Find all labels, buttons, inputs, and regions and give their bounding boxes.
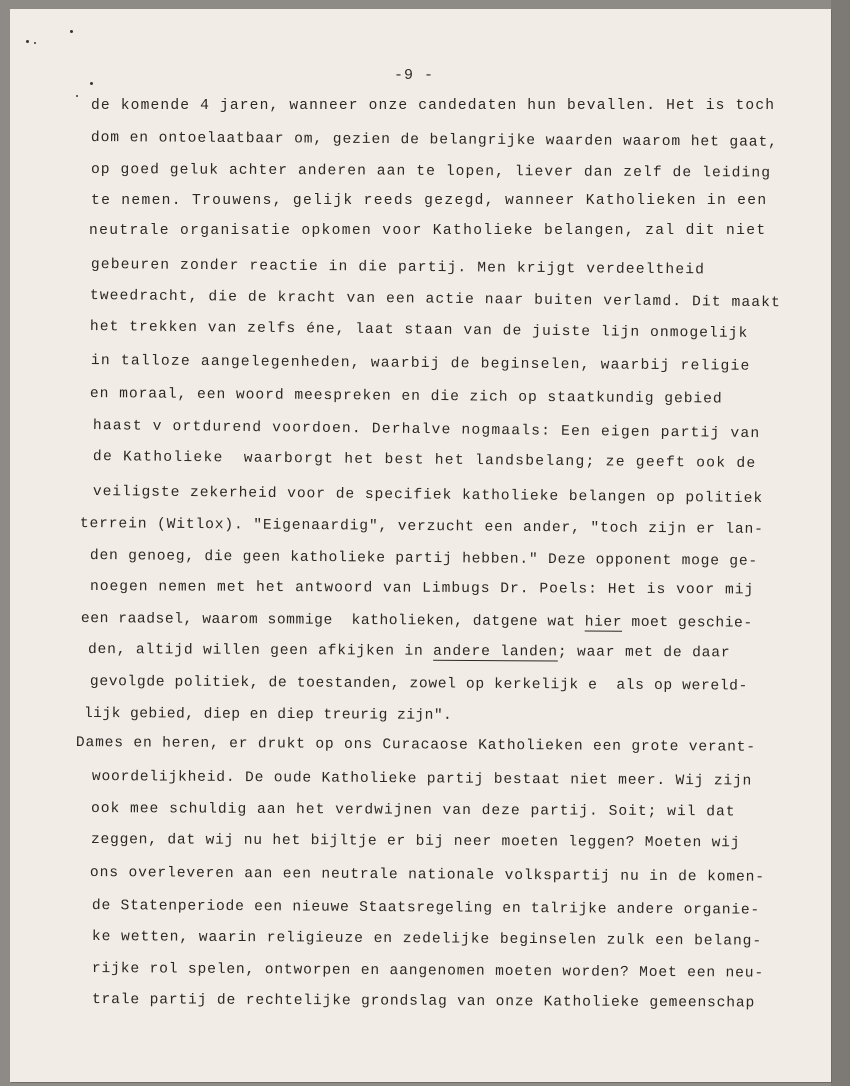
text-line — [89, 223, 766, 239]
ink-speck — [90, 82, 93, 85]
text-line — [76, 735, 756, 756]
text-line — [92, 929, 762, 950]
underlined-text: hier — [584, 614, 623, 631]
text-line — [90, 674, 748, 695]
text-line — [90, 548, 758, 570]
line-text: gevolgde politiek, de toestanden, zowel op kerkelijk e als op wereld- — [89, 674, 749, 695]
text-line — [92, 992, 755, 1011]
line-text: de Statenperiode een nieuwe Staatsregeling en talrijke andere organie- — [91, 898, 761, 919]
text-line — [92, 961, 764, 982]
line-text: trale partij de rechtelijke grondslag van onze Katholieke gemeenschap — [91, 992, 756, 1012]
line-text: haast v ortdurend voordoen. Derhalve nogmaals: Een eigen partij van — [92, 418, 761, 443]
text-line — [93, 484, 763, 507]
line-text: veiligste zekerheid voor de specifiek katholieke belangen op politiek — [92, 484, 764, 508]
line-text: op goed geluk achter anderen aan te lopen, liever dan zelf de leiding — [90, 162, 772, 182]
text-line — [90, 386, 723, 408]
text-line — [91, 257, 705, 278]
text-line — [81, 611, 753, 632]
line-text: gebeuren zonder reactie in die partij. Men krijgt verdeeltheid — [90, 257, 706, 279]
underlined-text: andere landen — [433, 643, 558, 661]
line-text: Dames en heren, er drukt op ons Curacaose Katholieken een grote verant- — [75, 735, 756, 756]
line-text: ook mee schuldig aan het verdwijnen van deze partij. Soit; wil dat — [90, 801, 736, 821]
text-line — [93, 449, 757, 472]
line-text: tweedracht, die de kracht van een actie naar buiten verlamd. Dit maakt — [89, 288, 782, 312]
line-text: lijk gebied, diep en diep treurig zijn". — [83, 706, 453, 724]
text-line — [90, 865, 765, 886]
text-line — [91, 130, 778, 151]
line-text: ons overleveren aan een neutrale nationale volkspartij nu in de komen- — [89, 865, 766, 886]
line-text: terrein (Witlox). "Eigenaardig", verzucht een ander, "toch zijn er lan- — [79, 516, 764, 538]
background-edge — [831, 0, 850, 1086]
line-text: het trekken van zelfs éne, laat staan van de juiste lijn onmogelijk — [89, 319, 749, 342]
text-line — [88, 642, 731, 661]
line-text: den genoeg, die geen katholieke partij hebben." Deze opponent moge ge- — [89, 548, 759, 570]
ink-speck — [70, 30, 73, 33]
text-line — [91, 801, 736, 820]
text-line — [93, 418, 761, 442]
line-text: ; waar met de daar — [557, 644, 731, 662]
line-text: moet geschie- — [622, 614, 753, 632]
text-line — [84, 706, 452, 724]
line-text: woordelijkheid. De oude Katholieke partij bestaat niet meer. Wij zijn — [91, 769, 753, 790]
line-text: dom en ontoelaatbaar om, gezien de belangrijke waarden waarom het gaat, — [90, 130, 778, 151]
line-text: en moraal, een woord meespreken en die zich op staatkundig gebied — [89, 386, 723, 408]
line-text: een raadsel, waarom sommige katholieken, datgene wat — [80, 611, 585, 631]
text-line — [91, 98, 775, 114]
ink-speck — [26, 40, 29, 43]
line-text: noegen nemen met het antwoord van Limbugs Dr. Poels: Het is voor mij — [89, 579, 755, 599]
line-text: te nemen. Trouwens, gelijk reeds gezegd, wanneer Katholieken in een — [91, 193, 768, 209]
line-text: de Katholieke waarborgt het best het landsbelang; ze geeft ook de — [92, 449, 757, 472]
text-line — [92, 769, 752, 790]
page-number: -9 - — [394, 67, 435, 84]
text-line — [92, 898, 760, 919]
text-line — [80, 516, 764, 538]
line-text: zeggen, dat wij nu het bijltje er bij neer moeten leggen? Moeten wij — [90, 832, 741, 852]
text-line — [91, 162, 771, 182]
text-line — [90, 579, 754, 598]
text-line — [90, 288, 781, 311]
ink-speck — [76, 95, 78, 97]
text-line — [91, 193, 767, 209]
text-line — [91, 832, 740, 851]
text-line — [90, 319, 749, 342]
line-text: den, altijd willen geen afkijken in — [87, 642, 434, 660]
text-line — [91, 353, 751, 375]
line-text: in talloze aangelegenheden, waarbij de beginselen, waarbij religie — [90, 353, 751, 375]
line-text: neutrale organisatie opkomen voor Katholieke belangen, zal dit niet — [89, 223, 767, 239]
ink-speck — [34, 42, 36, 44]
line-text: rijke rol spelen, ontworpen en aangenomen moeten worden? Moet een neu- — [91, 961, 765, 982]
typewritten-page — [10, 9, 831, 1082]
line-text: de komende 4 jaren, wanneer onze candedaten hun bevallen. Het is toch — [91, 98, 776, 114]
line-text: ke wetten, waarin religieuze en zedelijke beginselen zulk een belang- — [91, 929, 763, 950]
